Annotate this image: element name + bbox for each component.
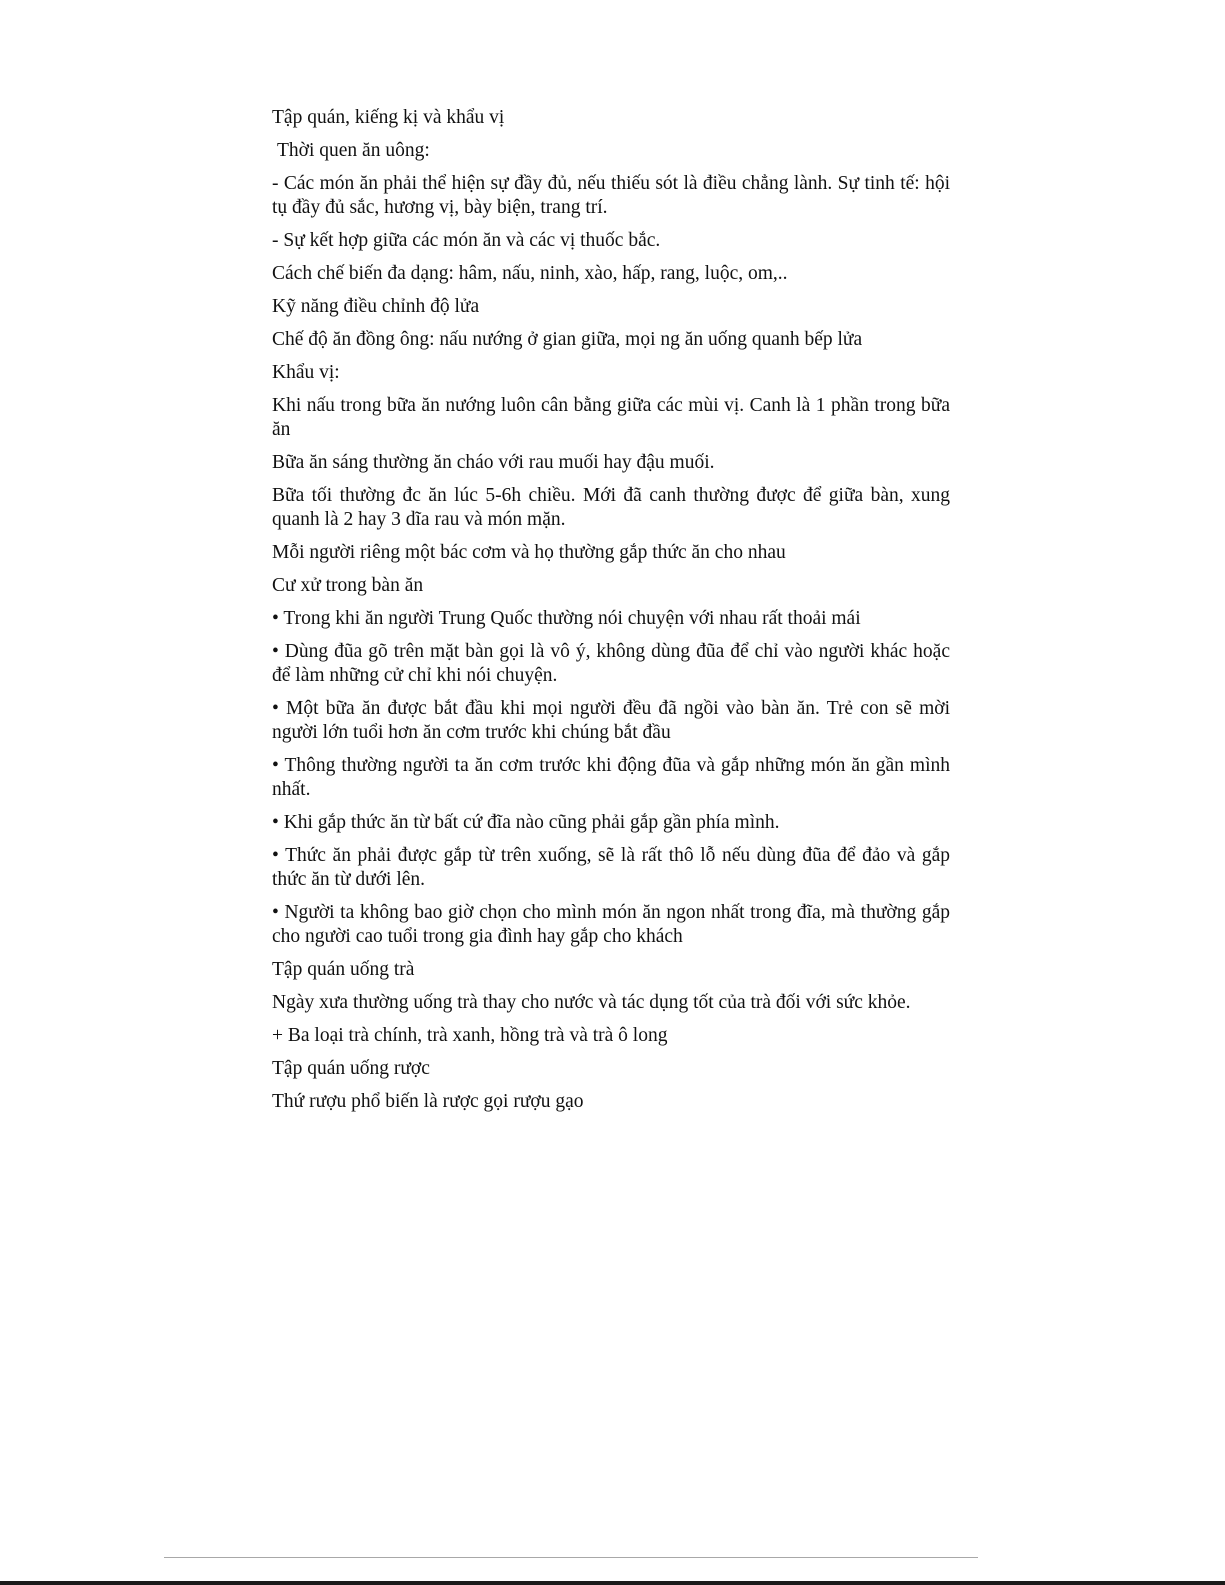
- bullet-item: • Người ta không bao giờ chọn cho mình món ăn ngon nhất trong đĩa, mà thường gắp cho người cao tuổi trong gia đình hay gắp cho khách: [272, 902, 950, 947]
- paragraph: + Ba loại trà chính, trà xanh, hồng trà và trà ô long: [272, 1025, 668, 1046]
- page-bottom-edge: [0, 1581, 1225, 1585]
- paragraph: Kỹ năng điều chỉnh độ lửa: [272, 296, 480, 317]
- paragraph: Ngày xưa thường uống trà thay cho nước và tác dụng tốt của trà đối với sức khỏe.: [272, 992, 911, 1013]
- bullet-item: • Trong khi ăn người Trung Quốc thường nói chuyện với nhau rất thoải mái: [272, 608, 861, 629]
- paragraph: Bữa ăn sáng thường ăn cháo với rau muối hay đậu muối.: [272, 452, 715, 473]
- subheading: Thời quen ăn uông:: [277, 140, 430, 161]
- paragraph: - Sự kết hợp giữa các món ăn và các vị thuốc bắc.: [272, 230, 661, 251]
- page-divider: [164, 1557, 978, 1558]
- paragraph: Thứ rượu phổ biến là rược gọi rượu gạo: [272, 1091, 584, 1112]
- paragraph: Cách chế biến đa dạng: hâm, nấu, ninh, xào, hấp, rang, luộc, om,..: [272, 263, 788, 284]
- bullet-item: • Thức ăn phải được gắp từ trên xuống, sẽ là rất thô lỗ nếu dùng đũa để đảo và gắp thức ăn từ dưới lên.: [272, 845, 950, 890]
- paragraph: Bữa tối thường đc ăn lúc 5-6h chiều. Mới đã canh thường được để giữa bàn, xung quanh là 2 hay 3 dĩa rau và món mặn.: [272, 485, 950, 530]
- section-heading: Tập quán, kiếng kị và khẩu vị: [272, 107, 505, 128]
- subheading: Cư xử trong bàn ăn: [272, 575, 424, 596]
- subheading: Tập quán uống rược: [272, 1058, 430, 1079]
- paragraph: Chế độ ăn đồng ông: nấu nướng ở gian giữa, mọi ng ăn uống quanh bếp lửa: [272, 329, 863, 350]
- paragraph: Khi nấu trong bữa ăn nướng luôn cân bằng giữa các mùi vị. Canh là 1 phần trong bữa ăn: [272, 395, 950, 440]
- document-body: [272, 106, 950, 1123]
- bullet-item: • Dùng đũa gõ trên mặt bàn gọi là vô ý, không dùng đũa để chỉ vào người khác hoặc để làm những cử chỉ khi nói chuyện.: [272, 641, 950, 686]
- bullet-item: • Khi gắp thức ăn từ bất cứ đĩa nào cũng phải gắp gần phía mình.: [272, 812, 780, 833]
- subheading: Tập quán uống trà: [272, 959, 415, 980]
- subheading: Khẩu vị:: [272, 362, 340, 383]
- paragraph: - Các món ăn phải thể hiện sự đầy đủ, nếu thiếu sót là điều chẳng lành. Sự tinh tế: hội tụ đầy đủ sắc, hương vị, bày biện, trang trí.: [272, 173, 950, 218]
- paragraph: Mỗi người riêng một bác cơm và họ thường gắp thức ăn cho nhau: [272, 542, 786, 563]
- bullet-item: • Một bữa ăn được bắt đầu khi mọi người đều đã ngồi vào bàn ăn. Trẻ con sẽ mời người lớn tuổi hơn ăn cơm trước khi chúng bắt đầu: [272, 698, 950, 743]
- bullet-item: • Thông thường người ta ăn cơm trước khi động đũa và gắp những món ăn gần mình nhất.: [272, 755, 950, 800]
